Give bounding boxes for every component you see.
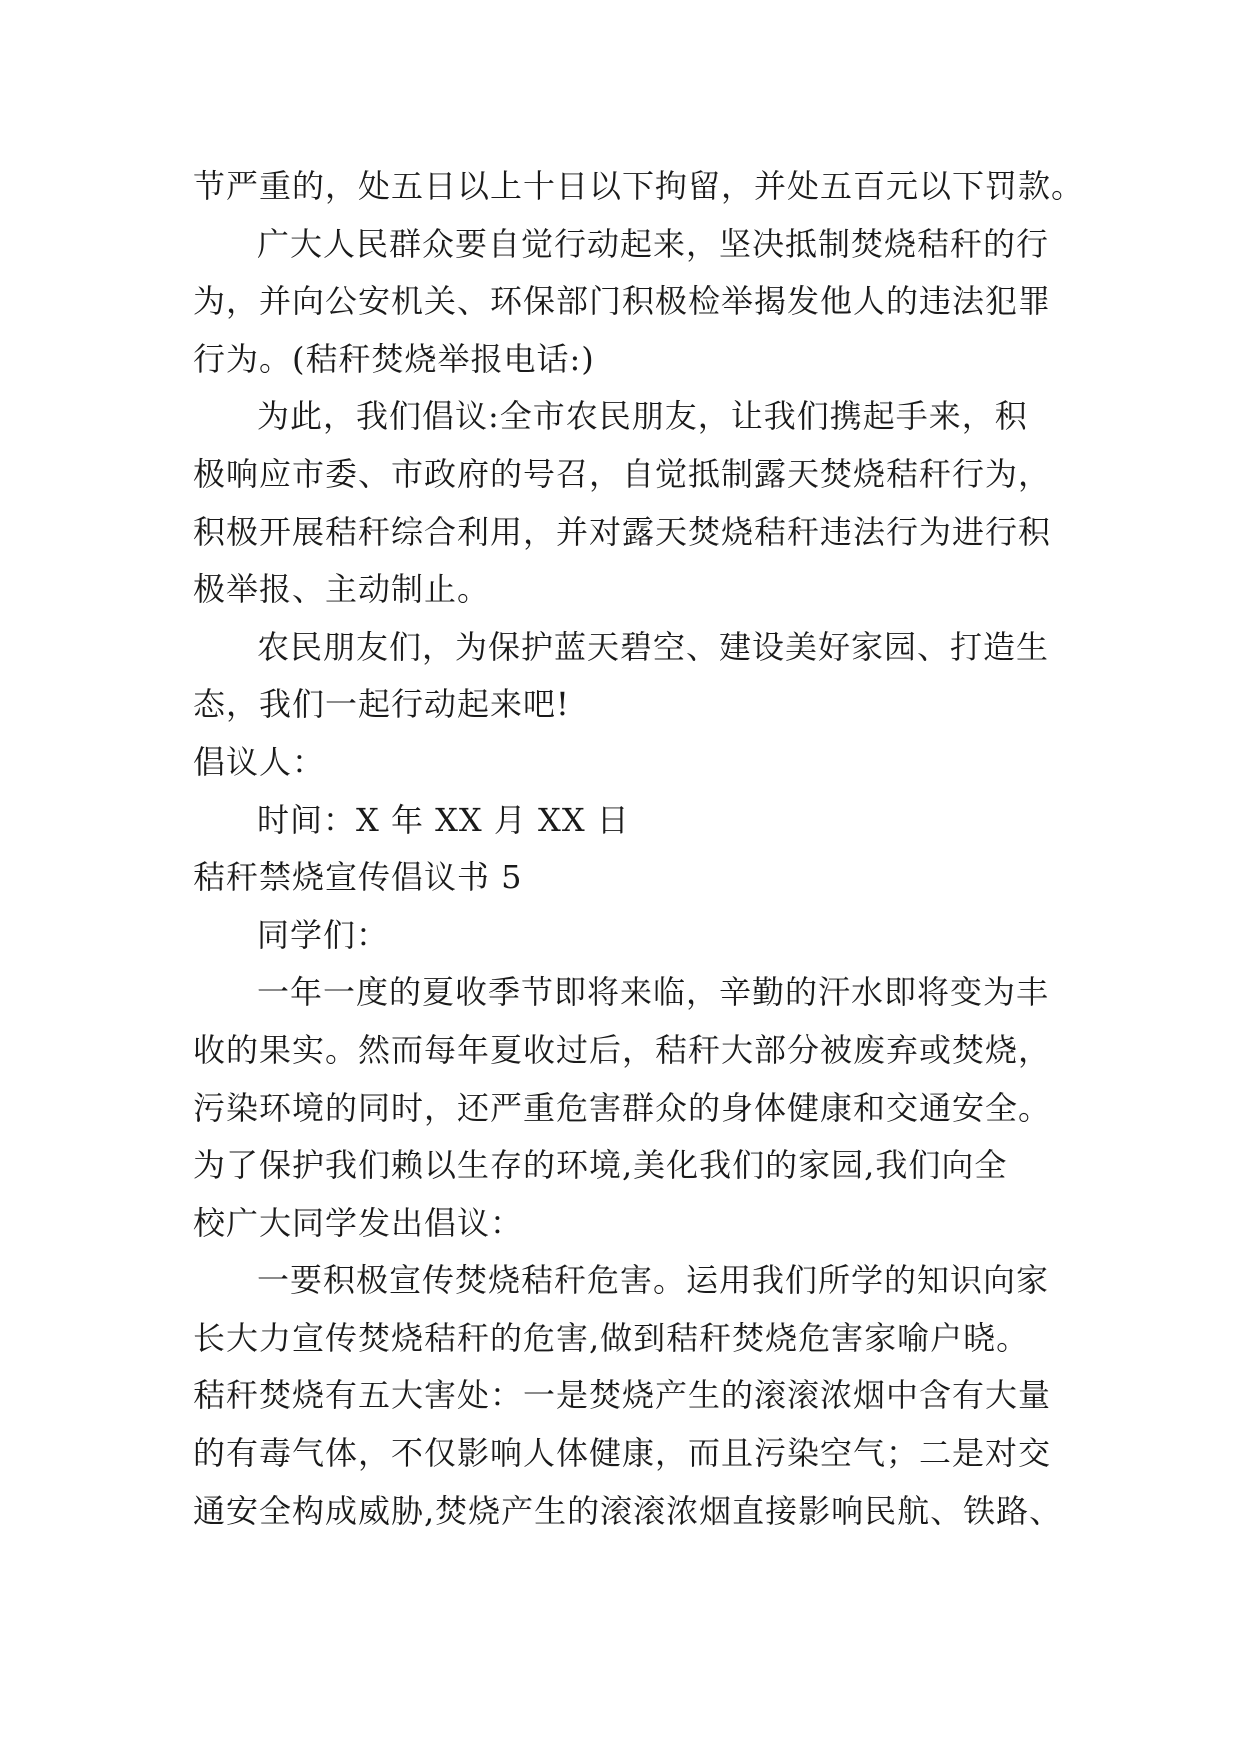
date-line: 时间：X 年 XX 月 XX 日 bbox=[257, 800, 630, 839]
text-line: 节严重的，处五日以上十日以下拘留，并处五百元以下罚款。 bbox=[193, 167, 1085, 205]
text-line: 极举报、主动制止。 bbox=[193, 570, 491, 609]
text-line: 的有毒气体，不仅影响人体健康，而且污染空气；二是对交 bbox=[193, 1434, 1052, 1473]
text-line: 校广大同学发出倡议： bbox=[193, 1203, 524, 1242]
text-line: 为了保护我们赖以生存的环境,美化我们的家园,我们向全 bbox=[193, 1146, 1008, 1185]
text-line: 为此，我们倡议:全市农民朋友，让我们携起手来，积 bbox=[257, 397, 1028, 436]
text-line: 广大人民群众要自觉行动起来，坚决抵制焚烧秸秆的行 bbox=[257, 224, 1050, 263]
text-line: 污染环境的同时，还严重危害群众的身体健康和交通安全。 bbox=[193, 1088, 1052, 1127]
section-title: 秸秆禁烧宣传倡议书 5 bbox=[193, 858, 523, 897]
text-line: 极响应市委、市政府的号召，自觉抵制露天焚烧秸秆行为， bbox=[193, 454, 1052, 493]
text-line: 为，并向公安机关、环保部门积极检举揭发他人的违法犯罪 bbox=[193, 282, 1052, 321]
salutation: 同学们： bbox=[257, 915, 390, 954]
text-line: 通安全构成威胁,焚烧产生的滚滚浓烟直接影响民航、铁路、 bbox=[193, 1491, 1063, 1530]
text-line: 态，我们一起行动起来吧! bbox=[193, 685, 570, 724]
text-line: 行为。(秸秆焚烧举报电话:) bbox=[193, 339, 595, 378]
text-line: 农民朋友们，为保护蓝天碧空、建设美好家园、打造生 bbox=[257, 627, 1050, 666]
text-line: 积极开展秸秆综合利用，并对露天焚烧秸秆违法行为进行积 bbox=[193, 512, 1052, 551]
text-line: 一要积极宣传焚烧秸秆危害。运用我们所学的知识向家 bbox=[257, 1261, 1050, 1300]
text-line: 秸秆焚烧有五大害处：一是焚烧产生的滚滚浓烟中含有大量 bbox=[193, 1376, 1052, 1415]
signatory-label: 倡议人： bbox=[193, 742, 326, 781]
document-body bbox=[193, 158, 1085, 1540]
text-line: 一年一度的夏收季节即将来临，辛勤的汗水即将变为丰 bbox=[257, 973, 1050, 1012]
text-line: 收的果实。然而每年夏收过后，秸秆大部分被废弃或焚烧， bbox=[193, 1030, 1052, 1069]
text-line: 长大力宣传焚烧秸秆的危害,做到秸秆焚烧危害家喻户晓。 bbox=[193, 1318, 1030, 1357]
